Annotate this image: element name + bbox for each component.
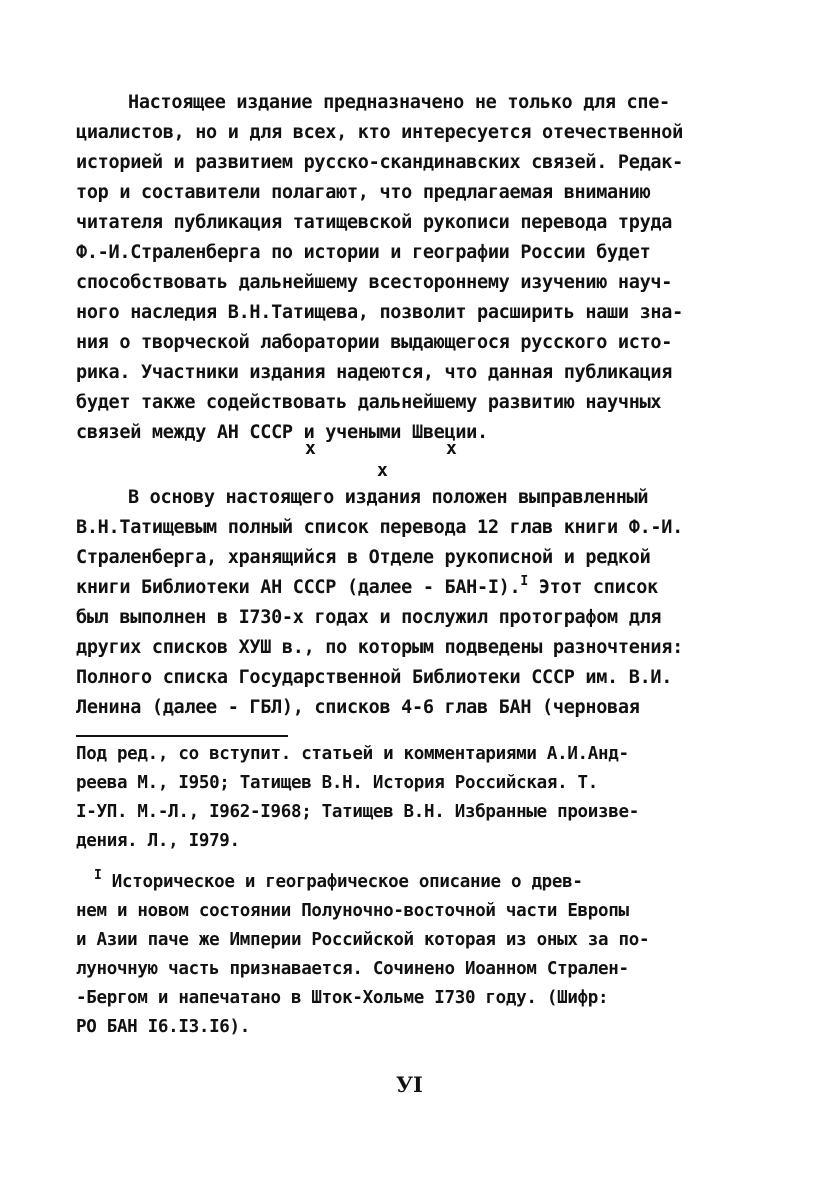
section-separator-top: [305, 438, 475, 459]
footnote-line: дения. Л., I979.: [76, 831, 240, 851]
text-line: Страленберга, хранящийся в Отделе рукописной и редкой: [76, 547, 651, 568]
footnote-line-with-mark: [76, 868, 726, 897]
sources-paragraph: [76, 483, 726, 723]
intro-paragraph: [76, 88, 726, 448]
footnote-line: нем и новом состоянии Полуночно-восточной части Европы: [76, 901, 629, 921]
footnote-line: -Бергом и напечатано в Шток-Хольме I730 году. (Шифр:: [76, 988, 609, 1008]
footnotes-section: [76, 740, 726, 1042]
text-line: других списков XУШ в., по которым подведены разночтения:: [76, 637, 683, 658]
text-line: циалистов, но и для всех, кто интересуется отечественной: [76, 122, 683, 143]
text-line: ния о творческой лаборатории выдающегося русского исто-: [76, 332, 673, 353]
footnote-line: луночную часть признавается. Сочинено Иоанном Стрален-: [76, 959, 629, 979]
text-line: Ленина (далее - ГБЛ), списков 4-6 глав БАН (черновая: [76, 697, 640, 718]
text-fragment: Историческое и географическое описание о древ-: [101, 872, 583, 892]
text-line: читателя публикация татищевской рукописи перевода труда: [76, 212, 673, 233]
text-line: рика. Участники издания надеются, что данная публикация: [76, 362, 673, 383]
footnote-line: Под ред., со вступит. статьей и комментариями А.И.Анд-: [76, 744, 629, 764]
footnote-mark: I: [94, 868, 102, 883]
footnote-gap: [76, 856, 726, 868]
text-line: Ф.-И.Страленберга по истории и географии России будет: [76, 242, 651, 263]
section-separator-bottom: [377, 460, 388, 481]
text-line: тор и составители полагают, что предлагаемая вниманию: [76, 182, 651, 203]
text-line: связей между АН СССР и учеными Швеции.: [76, 422, 488, 443]
text-line: будет также содействовать дальнейшему развитию научных: [76, 392, 662, 413]
text-line: В основу настоящего издания положен выправленный: [128, 487, 649, 508]
text-line: способствовать дальнейшему всестороннему изучению науч-: [76, 272, 673, 293]
text-line: Полного списка Государственной Библиотеки СССР им. В.И.: [76, 667, 673, 688]
footnote-line: I-УП. М.-Л., I962-I968; Татищев В.Н. Избранные произве-: [76, 802, 639, 822]
footnote-line: и Азии паче же Империи Российской которая из оных за по-: [76, 930, 650, 950]
footnote-line: РО БАН I6.I3.I6).: [76, 1017, 251, 1037]
footnote-line: реева М., I950; Татищев В.Н. История Российская. Т.: [76, 773, 599, 793]
footnote-reference[interactable]: I: [520, 574, 528, 589]
separator-mark: x: [446, 438, 457, 459]
text-fragment: Этот список: [527, 577, 658, 598]
separator-mark: x: [377, 460, 388, 481]
text-line: был выполнен в I730-х годах и послужил протографом для: [76, 607, 662, 628]
text-line: ного наследия В.Н.Татищева, позволит расширить наши зна-: [76, 302, 683, 323]
separator-mark: x: [305, 438, 316, 459]
text-line: историей и развитием русско-скандинавских связей. Редак-: [76, 152, 683, 173]
page-number: УI: [396, 1072, 423, 1097]
text-line: В.Н.Татищевым полный список перевода 12 глав книги Ф.-И.: [76, 517, 683, 538]
footnote-divider: [76, 735, 288, 737]
text-line: Настоящее издание предназначено не только для спе-: [128, 92, 670, 113]
text-line-with-note: [76, 573, 726, 603]
text-fragment: книги Библиотеки АН СССР (далее - БАН-I).: [76, 577, 521, 598]
